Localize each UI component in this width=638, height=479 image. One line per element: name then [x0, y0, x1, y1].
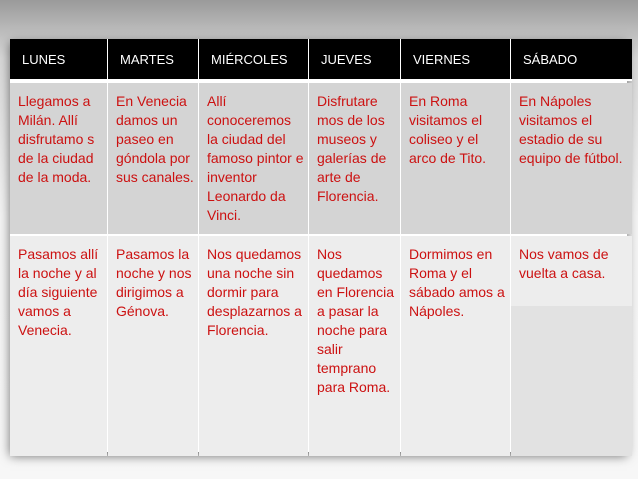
- table-cell-row1-jueves: Disfrutare mos de los museos y galerías de arte de Florencia.: [309, 83, 400, 234]
- table-cell-row1-martes: En Venecia damos un paseo en góndola por sus canales.: [108, 83, 198, 234]
- table-cell-row2-viernes: Dormimos en Roma y el sábado amos a Nápoles.: [401, 236, 510, 456]
- header-lunes: LUNES: [10, 39, 107, 81]
- table-cell-row2-sabado: Nos vamos de vuelta a casa.: [511, 236, 632, 456]
- table-cell-row1-lunes: Llegamos a Milán. Allí disfrutamo s de la ciudad de la moda.: [10, 83, 107, 234]
- table-cell-row2-lunes: Pasamos allí la noche y al día siguiente vamos a Venecia.: [10, 236, 107, 456]
- table-cell-row1-sabado: En Nápoles visitamos el estadio de su equipo de fútbol.: [511, 83, 632, 234]
- table-cell-row2-miercoles: Nos quedamos una noche sin dormir para desplazarnos a Florencia.: [199, 236, 308, 456]
- header-sabado: SÁBADO: [511, 39, 632, 81]
- table-cell-row2-jueves: Nos quedamos en Florencia a pasar la noche para salir temprano para Roma.: [309, 236, 400, 456]
- table-cell-row1-viernes: En Roma visitamos el coliseo y el arco de Tito.: [401, 83, 510, 234]
- itinerary-table: [10, 39, 627, 452]
- table-cell-row1-miercoles: Allí conoceremos la ciudad del famoso pintor e inventor Leonardo da Vinci.: [199, 83, 308, 234]
- header-viernes: VIERNES: [401, 39, 510, 81]
- header-martes: MARTES: [108, 39, 198, 81]
- header-miercoles: MIÉRCOLES: [199, 39, 308, 81]
- table-cell-row2-martes: Pasamos la noche y nos dirigimos a Génova.: [108, 236, 198, 456]
- header-jueves: JUEVES: [309, 39, 400, 81]
